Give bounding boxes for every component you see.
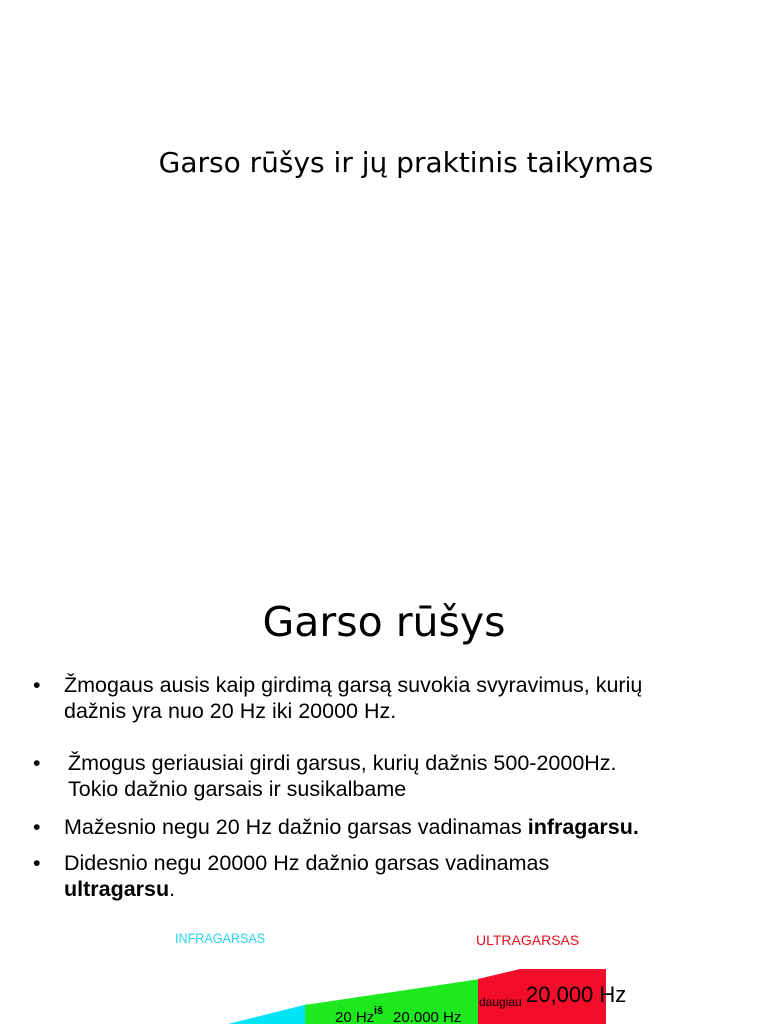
bullet-dot: • [33,751,41,775]
bullet-dot: • [33,851,41,875]
ultrasound-label: ULTRAGARSAS [476,932,580,948]
bullet-line: dažnis yra nuo 20 Hz iki 20000 Hz. [64,699,397,723]
audible-range-connector: iš [374,1005,384,1017]
bullet-line: Žmogus geriausiai girdi garsus, kurių dažnis 500-2000Hz. [68,751,617,775]
bullet-line: Tokio dažnio garsais ir susikalbame [68,777,407,801]
slide-1-title: Garso rūšys ir jų praktinis taikymas [158,146,654,179]
bullet-bold-term: ultragarsu [64,877,170,901]
ultrasound-threshold: 20,000 Hz [526,982,627,1007]
bullet-line: Mažesnio negu 20 Hz dažnio garsas vadinamas [64,815,528,839]
bullet-line: Žmogaus ausis kaip girdimą garsą suvokia svyravimus, kurių [64,673,643,697]
bullet-dot: • [33,815,41,839]
bullet-text [64,672,744,724]
audible-range-end: 20.000 Hz [393,1009,462,1024]
bullet-dot: • [33,673,41,697]
bullet-text [68,750,748,802]
ultrasound-prefix: daugiau [479,995,522,1009]
infrasound-band [228,1004,308,1024]
audible-range-start: 20 Hz [335,1009,375,1024]
infrasound-label: INFRAGARSAS [175,930,266,947]
bullet-bold-term: infragarsu. [527,815,639,839]
slide-2-title: Garso rūšys [262,598,506,646]
bullet-line: Didesnio negu 20000 Hz dažnio garsas vadinamas [64,851,550,875]
bullet-tail: . [169,877,176,901]
sound-spectrum-diagram [0,920,768,1024]
bullet-text [64,814,744,840]
bullet-text [64,850,744,902]
